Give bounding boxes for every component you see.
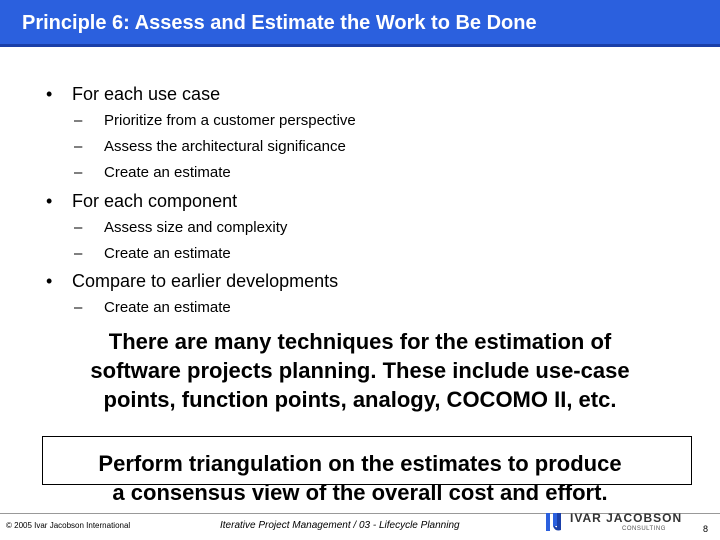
company-logo — [544, 509, 683, 535]
bullet-text: For each use case — [72, 84, 221, 104]
paragraph-line: software projects planning. These include use-case — [90, 358, 630, 383]
bullet-dot: • — [46, 84, 53, 104]
sub-bullet-text: Assess size and complexity — [104, 219, 288, 236]
triangulation-text — [0, 449, 720, 507]
sub-bullet-text: Create an estimate — [104, 245, 231, 262]
logo-subtitle: CONSULTING — [622, 526, 666, 532]
box-line: Perform triangulation on the estimates to produce — [98, 451, 622, 476]
logo-name: IVAR JACOBSON — [570, 511, 683, 525]
title-bar — [0, 0, 720, 47]
bullet-text: For each component — [72, 191, 238, 211]
box-line: a consensus view of the overall cost and effort. — [112, 480, 608, 505]
sub-bullet-text: Create an estimate — [104, 299, 231, 316]
bullet-dot: • — [46, 191, 53, 211]
paragraph-line: points, function points, analogy, COCOMO II, etc. — [103, 387, 617, 412]
bullet-text: Compare to earlier developments — [72, 271, 339, 291]
sub-bullet-text: Assess the architectural significance — [104, 138, 346, 155]
footer-copyright: © 2005 Ivar Jacobson International — [6, 521, 131, 530]
sub-bullet-dash: – — [74, 164, 83, 181]
sub-bullet-dash: – — [74, 138, 83, 155]
sub-bullet-dash: – — [74, 112, 83, 129]
sub-bullet-dash: – — [74, 299, 83, 316]
sub-bullet-dash: – — [74, 219, 83, 236]
sub-bullet-text: Create an estimate — [104, 164, 231, 181]
sub-bullet-dash: – — [74, 245, 83, 262]
slide-title: Principle 6: Assess and Estimate the Work to Be Done — [22, 12, 537, 34]
footer-course-title: Iterative Project Management / 03 - Lifecycle Planning — [220, 520, 460, 531]
bullet-dot: • — [46, 271, 53, 291]
paragraph-line: There are many techniques for the estimation of — [108, 329, 612, 354]
sub-bullet-text: Prioritize from a customer perspective — [104, 112, 356, 129]
page-number: 8 — [703, 524, 709, 534]
estimation-paragraph — [0, 327, 720, 414]
ivar-jacobson-logo-icon — [544, 511, 566, 533]
